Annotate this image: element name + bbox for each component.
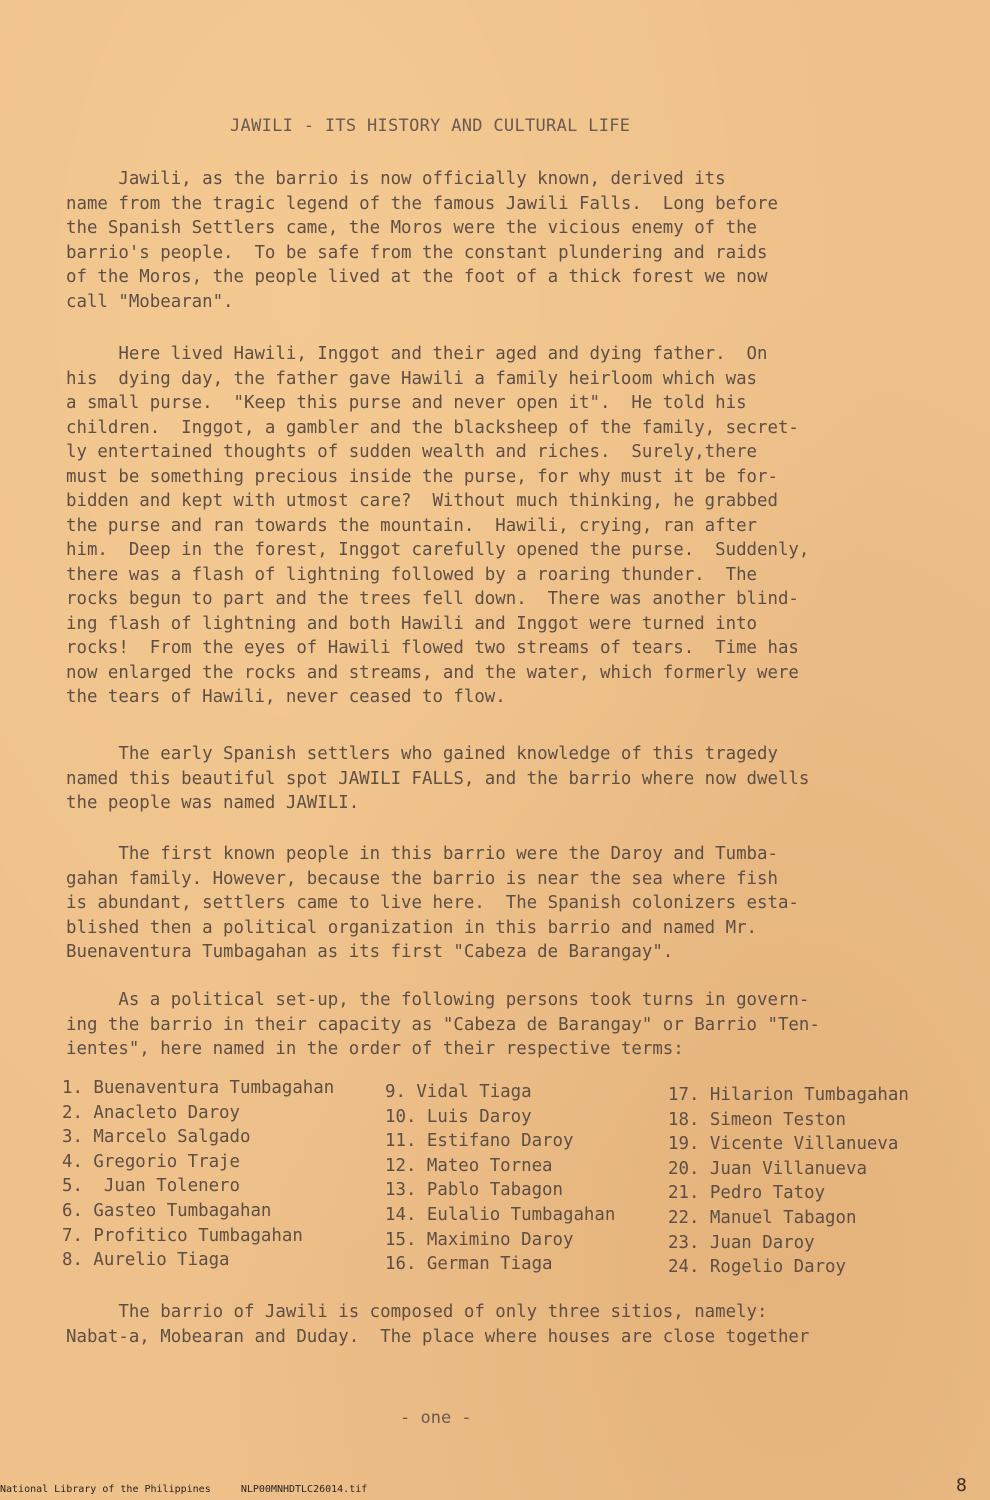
text-line: children. Inggot, a gambler and the blacksheep of the family, secret- [66, 417, 799, 438]
text-line: is abundant, settlers came to live here. The Spanish colonizers esta- [66, 893, 799, 913]
text-line: call "Mobearan". [66, 291, 234, 312]
text-line: The barrio of Jawili is composed of only three sitios, namely: [66, 1302, 768, 1322]
text-line: barrio's people. To be safe from the constant plundering and raids [66, 242, 768, 263]
official-name: 19. Vicente Villanueva [668, 1134, 899, 1155]
text-line: must be something precious inside the purse, for why must it be for- [66, 466, 778, 487]
official-name: 7. Profitico Tumbagahan [62, 1225, 303, 1246]
official-name: 4. Gregorio Traje [62, 1151, 240, 1172]
text-line: Here lived Hawili, Inggot and their aged and dying father. On [66, 344, 768, 364]
archive-footer: National Library of the Philippines NLP00MNHDTLC26014.tif [0, 1484, 368, 1495]
text-line: blished then a political organization in this barrio and named Mr. [66, 917, 758, 938]
official-name: 22. Manuel Tabagon [668, 1207, 857, 1228]
text-line: rocks! From the eyes of Hawili flowed two streams of tears. Time has [66, 638, 799, 658]
text-line: now enlarged the rocks and streams, and the water, which formerly were [66, 662, 799, 683]
text-line: him. Deep in the forest, Inggot carefully opened the purse. Suddenly, [66, 540, 810, 560]
official-name: 2. Anacleto Daroy [62, 1102, 240, 1123]
text-line: the tears of Hawili, never ceased to flow. [66, 687, 506, 707]
official-name: 13. Pablo Tabagon [385, 1180, 563, 1201]
text-line: ing flash of lightning and both Hawili and Inggot were turned into [66, 613, 758, 634]
paragraph-sitios [66, 1300, 946, 1349]
text-line: ing the barrio in their capacity as "Cabeza de Barangay" or Barrio "Ten- [66, 1014, 820, 1035]
officials-list-column-2 [385, 1080, 615, 1277]
text-line: a small purse. "Keep this purse and never open it". He told his [66, 393, 747, 413]
officials-list-column-3 [668, 1083, 909, 1280]
text-line: his dying day, the father gave Hawili a family heirloom which was [66, 368, 758, 389]
text-line: named this beautiful spot JAWILI FALLS, and the barrio where now dwells [66, 768, 810, 789]
official-name: 5. Juan Tolenero [62, 1176, 240, 1197]
official-name: 18. Simeon Teston [668, 1109, 846, 1130]
text-line: Jawili, as the barrio is now officially known, derived its [66, 169, 726, 189]
paragraph-legend [66, 342, 946, 710]
official-name: 23. Juan Daroy [668, 1232, 815, 1253]
official-name: 1. Buenaventura Tumbagahan [62, 1078, 335, 1098]
official-name: 16. German Tiaga [385, 1254, 553, 1275]
text-line: ly entertained thoughts of sudden wealth and riches. Surely,there [66, 442, 758, 462]
official-name: 10. Luis Daroy [385, 1106, 532, 1127]
official-name: 24. Rogelio Daroy [668, 1257, 846, 1278]
text-line: the people was named JAWILI. [66, 793, 360, 813]
text-line: of the Moros, the people lived at the foot of a thick forest we now [66, 267, 768, 287]
paragraph-naming [66, 742, 946, 816]
page-number: - one - [400, 1408, 472, 1428]
official-name: 11. Estifano Daroy [385, 1131, 574, 1152]
text-line: bidden and kept with utmost care? Without much thinking, he grabbed [66, 491, 778, 511]
text-line: As a political set-up, the following persons took turns in govern- [66, 990, 810, 1010]
official-name: 17. Hilarion Tumbagahan [668, 1085, 909, 1105]
text-line: name from the tragic legend of the famous Jawili Falls. Long before [66, 193, 778, 214]
paragraph-political-setup [66, 988, 946, 1062]
text-line: the purse and ran towards the mountain. Hawili, crying, ran after [66, 515, 758, 536]
paragraph-first-people [66, 842, 946, 965]
official-name: 15. Maximino Daroy [385, 1229, 574, 1250]
official-name: 8. Aurelio Tiaga [62, 1250, 230, 1271]
official-name: 9. Vidal Tiaga [385, 1082, 532, 1102]
text-line: Nabat-a, Mobearan and Duday. The place where houses are close together [66, 1326, 810, 1347]
document-title: JAWILI - ITS HISTORY AND CULTURAL LIFE [230, 116, 631, 136]
text-line: gahan family. However, because the barrio is near the sea where fish [66, 868, 778, 889]
text-line: The early Spanish settlers who gained knowledge of this tragedy [66, 744, 778, 764]
corner-mark: 8 [956, 1475, 967, 1496]
paragraph-origin [66, 167, 946, 314]
text-line: Buenaventura Tumbagahan as its first "Cabeza de Barangay". [66, 942, 674, 962]
text-line: there was a flash of lightning followed by a roaring thunder. The [66, 564, 758, 585]
text-line: The first known people in this barrio were the Daroy and Tumba- [66, 844, 778, 864]
official-name: 3. Marcelo Salgado [62, 1127, 251, 1148]
text-line: the Spanish Settlers came, the Moros were the vicious enemy of the [66, 218, 758, 238]
official-name: 21. Pedro Tatoy [668, 1183, 826, 1204]
text-line: rocks begun to part and the trees fell down. There was another blind- [66, 589, 799, 609]
officials-list-column-1 [62, 1076, 334, 1273]
text-line: ientes", here named in the order of their respective terms: [66, 1039, 684, 1059]
official-name: 14. Eulalio Tumbagahan [385, 1204, 616, 1225]
official-name: 12. Mateo Tornea [385, 1155, 553, 1176]
official-name: 20. Juan Villanueva [668, 1158, 867, 1179]
official-name: 6. Gasteo Tumbagahan [62, 1200, 272, 1221]
